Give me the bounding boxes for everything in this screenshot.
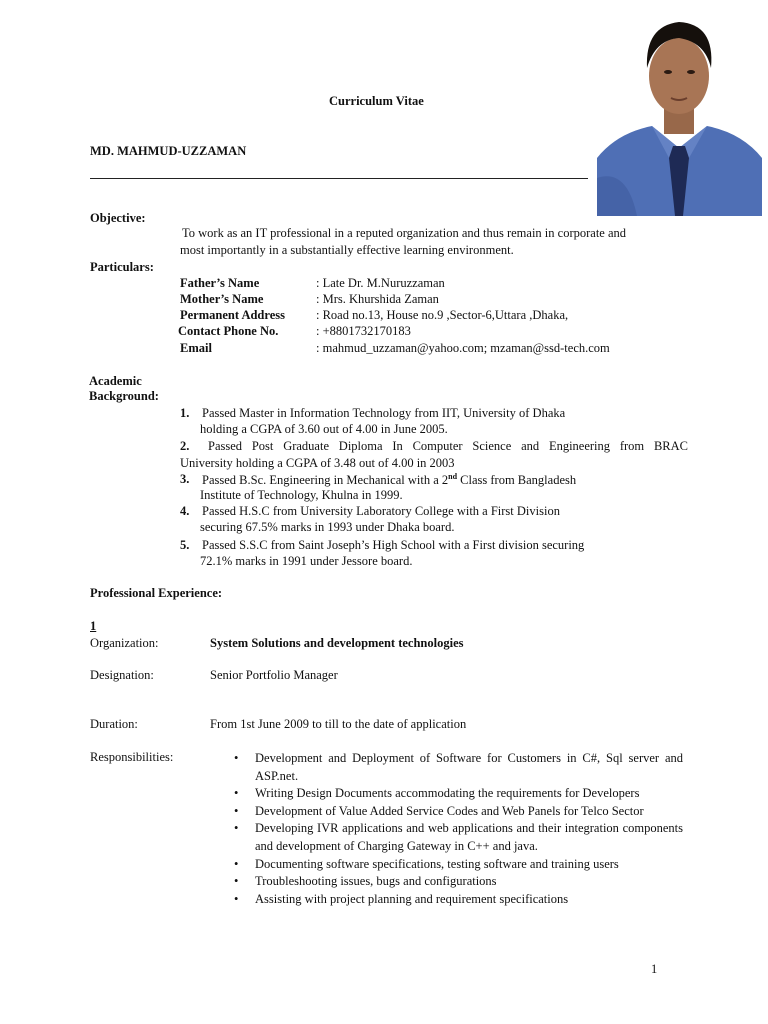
list-item xyxy=(234,803,683,821)
organization-value: System Solutions and development technologies xyxy=(210,636,464,650)
academic-item-number: 4. xyxy=(180,504,190,518)
bullet-icon: • xyxy=(234,821,239,836)
objective-line-2: most importantly in a substantially effective learning environment. xyxy=(180,243,514,257)
particulars-label-mothers-name: Mother’s Name xyxy=(180,292,264,306)
responsibility-text: Development and Deployment of Software for Customers in C#, Sql server and ASP.net. xyxy=(255,751,683,783)
particulars-value-contact-phone: : +8801732170183 xyxy=(316,324,411,338)
bullet-icon: • xyxy=(234,874,239,889)
list-item xyxy=(234,820,683,855)
profile-photo xyxy=(597,8,762,216)
particulars-value-fathers-name: : Late Dr. M.Nuruzzaman xyxy=(316,276,445,290)
academic-item-3-superscript: nd xyxy=(448,472,458,481)
list-item xyxy=(234,856,683,874)
bullet-icon: • xyxy=(234,891,239,906)
academic-item-3-text-a: Passed B.Sc. Engineering in Mechanical with a 2 xyxy=(202,473,449,488)
header-divider xyxy=(90,178,588,179)
bullet-icon: • xyxy=(234,803,239,818)
duration-value: From 1st June 2009 to till to the date of application xyxy=(210,717,467,731)
particulars-label-contact-phone: Contact Phone No. xyxy=(178,324,279,338)
academic-item-2-line-2: University holding a CGPA of 3.48 out of 4.00 in 2003 xyxy=(180,456,455,470)
list-item xyxy=(234,873,683,891)
responsibilities-list xyxy=(234,750,683,908)
academic-item-1-line-1: Passed Master in Information Technology from IIT, University of Dhaka xyxy=(202,406,566,420)
designation-label: Designation: xyxy=(90,668,154,682)
page-number: 1 xyxy=(651,962,658,976)
list-item xyxy=(234,785,683,803)
academic-item-number: 1. xyxy=(180,406,190,420)
academic-item-4-line-2: securing 67.5% marks in 1993 under Dhaka board. xyxy=(200,520,455,534)
academic-item-1-line-2: holding a CGPA of 3.60 out of 4.00 in June 2005. xyxy=(200,422,448,436)
academic-item-5-line-2: 72.1% marks in 1991 under Jessore board. xyxy=(200,554,413,568)
particulars-label-permanent-address: Permanent Address xyxy=(180,308,285,322)
responsibilities-label: Responsibilities: xyxy=(90,750,174,764)
designation-value: Senior Portfolio Manager xyxy=(210,668,338,682)
academic-heading-line-2: Background: xyxy=(89,389,159,403)
duration-label: Duration: xyxy=(90,717,138,731)
particulars-label-fathers-name: Father’s Name xyxy=(180,276,260,290)
academic-item-number: 3. xyxy=(180,472,190,486)
candidate-name: MD. MAHMUD-UZZAMAN xyxy=(90,144,247,158)
responsibility-text: Developing IVR applications and web applications and their integration components and development of Charging Gateway in C++ and java. xyxy=(255,821,683,853)
particulars-value-permanent-address: : Road no.13, House no.9 ,Sector-6,Uttara ,Dhaka, xyxy=(316,308,569,322)
academic-item-number: 2. xyxy=(180,439,190,453)
objective-heading: Objective: xyxy=(90,211,146,225)
academic-item-3-line-2: Institute of Technology, Khulna in 1999. xyxy=(200,488,403,502)
particulars-label-email: Email xyxy=(180,341,212,355)
bullet-icon: • xyxy=(234,786,239,801)
responsibility-text: Documenting software specifications, testing software and training users xyxy=(255,856,619,871)
document-title: Curriculum Vitae xyxy=(329,94,424,108)
particulars-value-email: : mahmud_uzzaman@yahoo.com; mzaman@ssd-tech.com xyxy=(316,341,610,355)
list-item xyxy=(234,750,683,785)
bullet-icon: • xyxy=(234,856,239,871)
organization-label: Organization: xyxy=(90,636,159,650)
academic-heading-line-1: Academic xyxy=(89,374,142,388)
academic-item-2-line-1: Passed Post Graduate Diploma In Computer Science and Engineering from BRAC xyxy=(208,439,688,453)
academic-item-3-text-b: Class from Bangladesh xyxy=(457,473,577,488)
experience-heading: Professional Experience: xyxy=(90,586,223,600)
academic-item-5-line-1: Passed S.S.C from Saint Joseph’s High School with a First division securing xyxy=(202,538,585,552)
responsibility-text: Troubleshooting issues, bugs and configurations xyxy=(255,874,497,889)
objective-line-1: To work as an IT professional in a reputed organization and thus remain in corporate and xyxy=(182,226,627,240)
particulars-heading: Particulars: xyxy=(90,260,154,274)
academic-item-4-line-1: Passed H.S.C from University Laboratory College with a First Division xyxy=(202,504,560,518)
responsibility-text: Assisting with project planning and requirement specifications xyxy=(255,891,569,906)
experience-index: 1 xyxy=(90,619,97,633)
responsibility-text: Writing Design Documents accommodating the requirements for Developers xyxy=(255,786,640,801)
academic-item-number: 5. xyxy=(180,538,190,552)
list-item xyxy=(234,891,683,909)
particulars-value-mothers-name: : Mrs. Khurshida Zaman xyxy=(316,292,439,306)
academic-item-3-line-1 xyxy=(202,472,576,488)
profile-photo-graphic xyxy=(597,8,762,216)
responsibility-text: Development of Value Added Service Codes and Web Panels for Telco Sector xyxy=(255,803,644,818)
bullet-icon: • xyxy=(234,751,239,765)
